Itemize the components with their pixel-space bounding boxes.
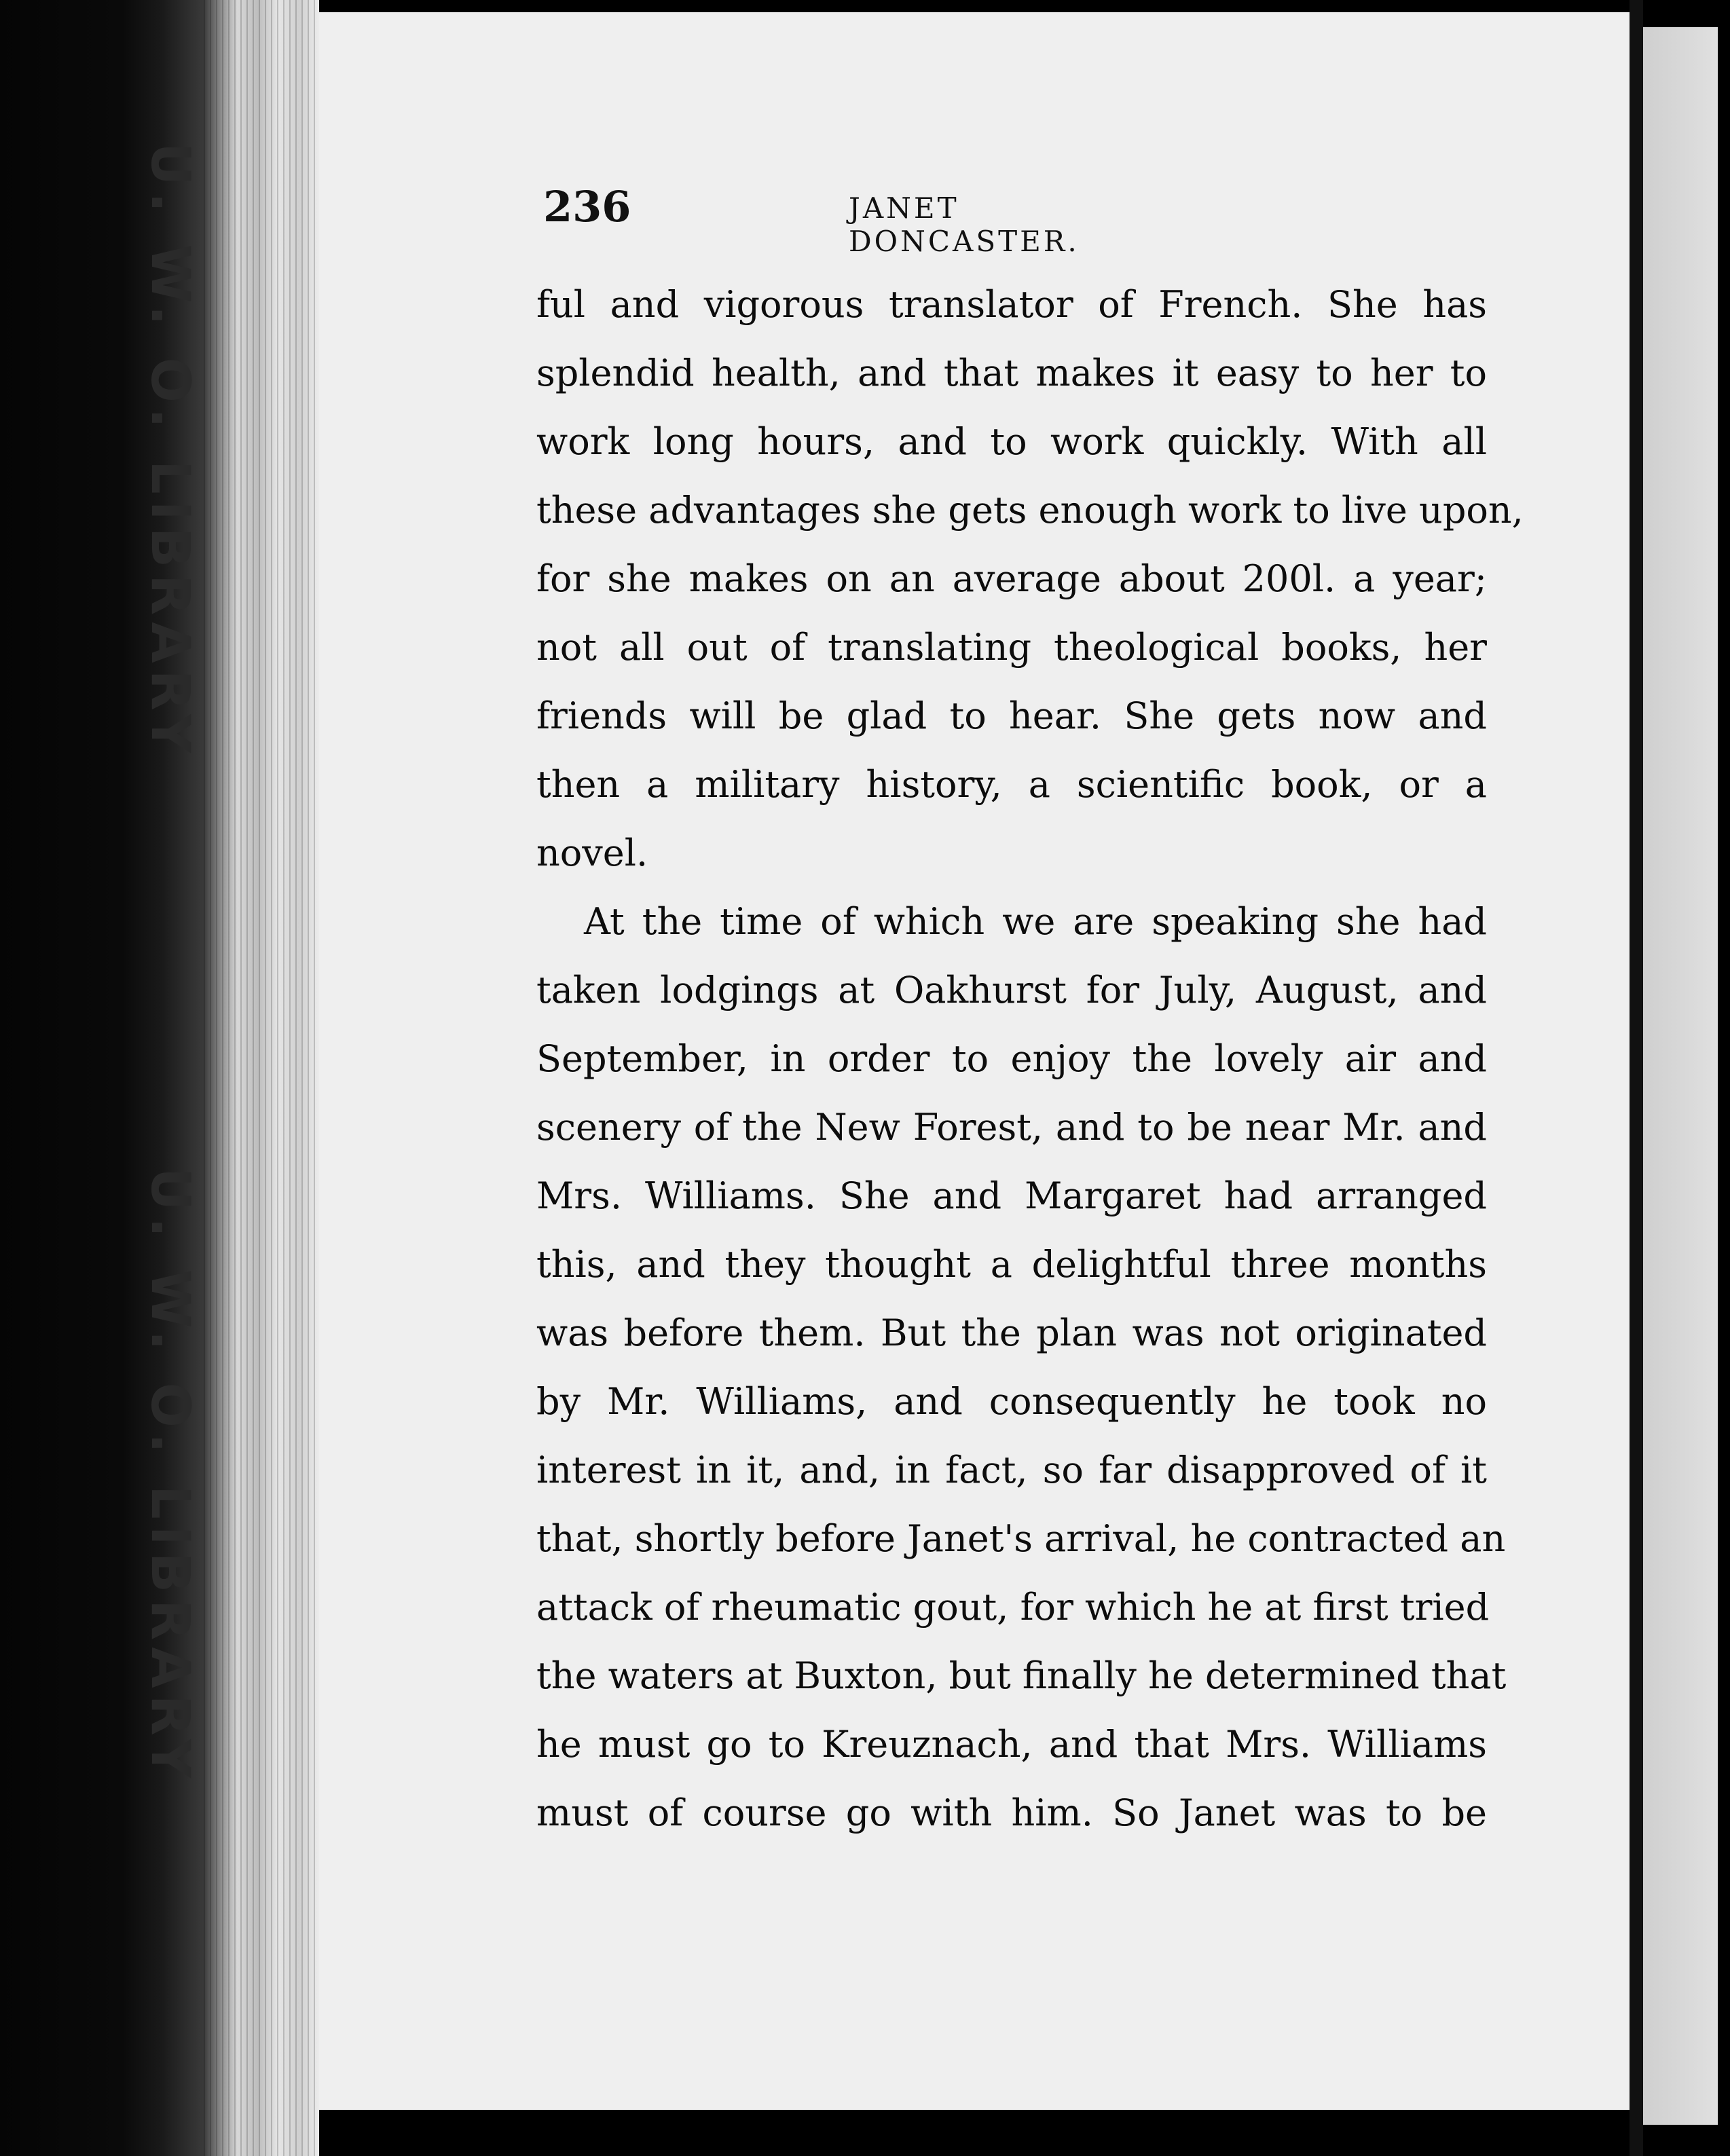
text-line: interest in it, and, in fact, so far disapproved of it bbox=[536, 1449, 1487, 1491]
text-line: by Mr. Williams, and consequently he took no bbox=[536, 1380, 1487, 1423]
text-line: this, and they thought a delightful three months bbox=[536, 1243, 1487, 1286]
running-head bbox=[543, 182, 1188, 258]
text-line: attack of rheumatic gout, for which he at first tried bbox=[536, 1586, 1490, 1629]
page-number: 236 bbox=[543, 182, 631, 231]
text-line: these advantages she gets enough work to live upon, bbox=[536, 489, 1524, 532]
text-line: novel. bbox=[536, 832, 648, 874]
text-line: that, shortly before Janet's arrival, he contracted an bbox=[536, 1517, 1506, 1560]
library-stamp-upper: U. W. O. LIBRARY bbox=[139, 143, 200, 760]
text-line: friends will be glad to hear. She gets now and bbox=[536, 694, 1487, 737]
text-line: Mrs. Williams. She and Margaret had arranged bbox=[536, 1174, 1487, 1217]
text-line: ful and vigorous translator of French. She has bbox=[536, 283, 1487, 326]
text-line: then a military history, a scientific book, or a bbox=[536, 763, 1487, 806]
text-line: for she makes on an average about 200l. a year; bbox=[536, 557, 1487, 600]
paragraph bbox=[536, 270, 1524, 887]
body-text bbox=[536, 270, 1524, 1847]
text-line: the waters at Buxton, but finally he determined that bbox=[536, 1654, 1507, 1697]
next-page-edge bbox=[1643, 27, 1718, 2125]
page-edges bbox=[0, 0, 319, 2156]
gutter-shadow bbox=[1630, 0, 1643, 2156]
text-line: work long hours, and to work quickly. With all bbox=[536, 420, 1487, 463]
text-line: he must go to Kreuznach, and that Mrs. Williams bbox=[536, 1723, 1487, 1766]
text-line: September, in order to enjoy the lovely air and bbox=[536, 1037, 1487, 1080]
text-line: At the time of which we are speaking she had bbox=[584, 900, 1487, 943]
paragraph bbox=[536, 887, 1507, 1847]
text-line: scenery of the New Forest, and to be near Mr. and bbox=[536, 1106, 1487, 1149]
text-line: splendid health, and that makes it easy to her to bbox=[536, 352, 1487, 394]
text-line: was before them. But the plan was not originated bbox=[536, 1312, 1487, 1354]
running-title: JANET DONCASTER. bbox=[849, 191, 1080, 258]
library-stamp-lower: U. W. O. LIBRARY bbox=[139, 1168, 200, 1785]
text-line: not all out of translating theological books, her bbox=[536, 626, 1487, 669]
text-line: taken lodgings at Oakhurst for July, August, and bbox=[536, 969, 1487, 1011]
text-line: must of course go with him. So Janet was to be bbox=[536, 1791, 1487, 1834]
